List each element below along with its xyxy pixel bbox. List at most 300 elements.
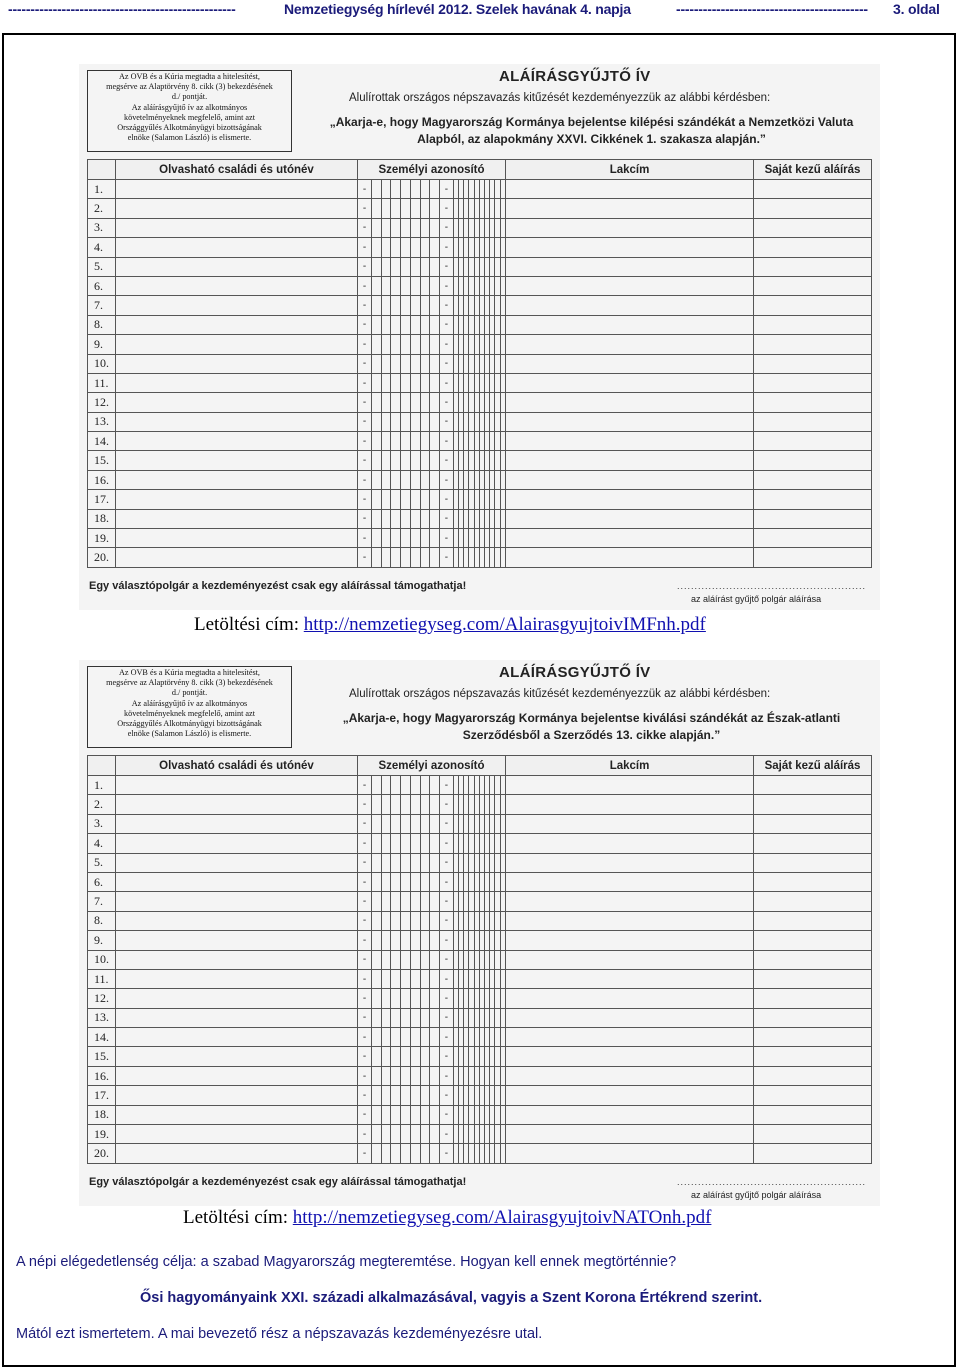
id-digit-cell[interactable] xyxy=(430,950,440,969)
id-digit-cell[interactable] xyxy=(401,1105,411,1124)
id-digit-cell[interactable] xyxy=(381,373,391,392)
address-cell[interactable] xyxy=(506,1125,754,1144)
id-digit-cell[interactable] xyxy=(372,509,382,528)
id-digit-cell[interactable] xyxy=(372,834,382,853)
id-digit-cell[interactable] xyxy=(381,412,391,431)
id-digit-cell[interactable] xyxy=(410,989,420,1008)
address-cell[interactable] xyxy=(506,950,754,969)
id-digit-cell[interactable] xyxy=(401,814,411,833)
address-cell[interactable] xyxy=(506,509,754,528)
id-digit-cell[interactable] xyxy=(401,470,411,489)
name-cell[interactable] xyxy=(116,470,358,489)
address-cell[interactable] xyxy=(506,892,754,911)
id-digit-cell[interactable] xyxy=(420,795,430,814)
id-digit-cell[interactable] xyxy=(420,853,430,872)
id-digit-cell[interactable] xyxy=(410,490,420,509)
id-digit-cell[interactable] xyxy=(372,451,382,470)
id-digit-cell[interactable] xyxy=(391,257,401,276)
address-cell[interactable] xyxy=(506,1086,754,1105)
id-digit-cell[interactable] xyxy=(372,218,382,237)
id-digit-cell[interactable] xyxy=(381,814,391,833)
id-digit-cell[interactable] xyxy=(381,432,391,451)
id-digit-cell[interactable] xyxy=(410,892,420,911)
id-digit-cell[interactable] xyxy=(372,257,382,276)
id-digit-cell[interactable] xyxy=(391,1086,401,1105)
id-digit-cell[interactable] xyxy=(381,950,391,969)
id-digit-cell[interactable] xyxy=(410,834,420,853)
id-digit-cell[interactable] xyxy=(420,529,430,548)
id-digit-cell[interactable] xyxy=(420,238,430,257)
address-cell[interactable] xyxy=(506,393,754,412)
id-digit-cell[interactable] xyxy=(372,1086,382,1105)
id-digit-cell[interactable] xyxy=(391,529,401,548)
id-digit-cell[interactable] xyxy=(410,257,420,276)
id-digit-cell[interactable] xyxy=(401,969,411,988)
id-digit-cell[interactable] xyxy=(420,834,430,853)
id-digit-cell[interactable] xyxy=(410,1086,420,1105)
id-digit-cell[interactable] xyxy=(410,218,420,237)
name-cell[interactable] xyxy=(116,238,358,257)
id-digit-cell[interactable] xyxy=(420,451,430,470)
signature-cell[interactable] xyxy=(754,238,872,257)
id-digit-cell[interactable] xyxy=(420,335,430,354)
id-digit-cell[interactable] xyxy=(410,373,420,392)
id-digit-cell[interactable] xyxy=(401,776,411,795)
id-digit-cell[interactable] xyxy=(420,950,430,969)
id-digit-cell[interactable] xyxy=(381,872,391,891)
id-digit-cell[interactable] xyxy=(410,509,420,528)
id-digit-cell[interactable] xyxy=(401,1008,411,1027)
id-digit-cell[interactable] xyxy=(401,795,411,814)
id-digit-cell[interactable] xyxy=(372,490,382,509)
id-digit-cell[interactable] xyxy=(391,969,401,988)
id-digit-cell[interactable] xyxy=(420,1086,430,1105)
id-digit-cell[interactable] xyxy=(410,1047,420,1066)
id-digit-cell[interactable] xyxy=(391,238,401,257)
id-digit-cell[interactable] xyxy=(420,509,430,528)
id-digit-cell[interactable] xyxy=(401,509,411,528)
id-digit-cell[interactable] xyxy=(420,1144,430,1163)
id-digit-cell[interactable] xyxy=(401,911,411,930)
address-cell[interactable] xyxy=(506,853,754,872)
id-digit-cell[interactable] xyxy=(430,834,440,853)
name-cell[interactable] xyxy=(116,529,358,548)
id-digit-cell[interactable] xyxy=(401,199,411,218)
id-digit-cell[interactable] xyxy=(410,872,420,891)
id-digit-cell[interactable] xyxy=(410,814,420,833)
id-digit-cell[interactable] xyxy=(430,218,440,237)
id-digit-cell[interactable] xyxy=(410,776,420,795)
id-digit-cell[interactable] xyxy=(372,296,382,315)
name-cell[interactable] xyxy=(116,412,358,431)
id-digit-cell[interactable] xyxy=(372,872,382,891)
id-digit-cell[interactable] xyxy=(391,509,401,528)
address-cell[interactable] xyxy=(506,218,754,237)
id-digit-cell[interactable] xyxy=(391,1028,401,1047)
id-digit-cell[interactable] xyxy=(381,989,391,1008)
name-cell[interactable] xyxy=(116,393,358,412)
id-digit-cell[interactable] xyxy=(391,199,401,218)
id-digit-cell[interactable] xyxy=(401,490,411,509)
id-digit-cell[interactable] xyxy=(381,931,391,950)
name-cell[interactable] xyxy=(116,432,358,451)
id-digit-cell[interactable] xyxy=(401,1144,411,1163)
id-digit-cell[interactable] xyxy=(410,432,420,451)
id-digit-cell[interactable] xyxy=(401,834,411,853)
id-digit-cell[interactable] xyxy=(381,1028,391,1047)
address-cell[interactable] xyxy=(506,470,754,489)
id-digit-cell[interactable] xyxy=(381,509,391,528)
name-cell[interactable] xyxy=(116,1047,358,1066)
address-cell[interactable] xyxy=(506,795,754,814)
id-digit-cell[interactable] xyxy=(372,238,382,257)
address-cell[interactable] xyxy=(506,315,754,334)
id-digit-cell[interactable] xyxy=(420,257,430,276)
id-digit-cell[interactable] xyxy=(391,218,401,237)
signature-cell[interactable] xyxy=(754,872,872,891)
signature-cell[interactable] xyxy=(754,834,872,853)
id-digit-cell[interactable] xyxy=(372,1066,382,1085)
signature-cell[interactable] xyxy=(754,1008,872,1027)
id-digit-cell[interactable] xyxy=(372,969,382,988)
signature-cell[interactable] xyxy=(754,529,872,548)
name-cell[interactable] xyxy=(116,199,358,218)
id-digit-cell[interactable] xyxy=(391,795,401,814)
id-digit-cell[interactable] xyxy=(420,412,430,431)
id-digit-cell[interactable] xyxy=(381,529,391,548)
id-digit-cell[interactable] xyxy=(430,1144,440,1163)
name-cell[interactable] xyxy=(116,795,358,814)
id-digit-cell[interactable] xyxy=(381,795,391,814)
id-digit-cell[interactable] xyxy=(430,1086,440,1105)
id-digit-cell[interactable] xyxy=(391,296,401,315)
id-digit-cell[interactable] xyxy=(401,432,411,451)
name-cell[interactable] xyxy=(116,1086,358,1105)
id-digit-cell[interactable] xyxy=(381,451,391,470)
id-digit-cell[interactable] xyxy=(391,911,401,930)
id-digit-cell[interactable] xyxy=(420,373,430,392)
id-digit-cell[interactable] xyxy=(430,296,440,315)
id-digit-cell[interactable] xyxy=(420,470,430,489)
id-digit-cell[interactable] xyxy=(391,1066,401,1085)
address-cell[interactable] xyxy=(506,432,754,451)
id-digit-cell[interactable] xyxy=(381,490,391,509)
address-cell[interactable] xyxy=(506,373,754,392)
signature-cell[interactable] xyxy=(754,814,872,833)
id-digit-cell[interactable] xyxy=(372,199,382,218)
id-digit-cell[interactable] xyxy=(372,1105,382,1124)
id-digit-cell[interactable] xyxy=(372,373,382,392)
id-digit-cell[interactable] xyxy=(372,989,382,1008)
id-digit-cell[interactable] xyxy=(401,853,411,872)
address-cell[interactable] xyxy=(506,776,754,795)
id-digit-cell[interactable] xyxy=(372,814,382,833)
id-digit-cell[interactable] xyxy=(391,548,401,567)
id-digit-cell[interactable] xyxy=(372,776,382,795)
signature-cell[interactable] xyxy=(754,373,872,392)
id-digit-cell[interactable] xyxy=(420,218,430,237)
id-digit-cell[interactable] xyxy=(430,393,440,412)
id-digit-cell[interactable] xyxy=(401,238,411,257)
signature-cell[interactable] xyxy=(754,795,872,814)
name-cell[interactable] xyxy=(116,490,358,509)
signature-cell[interactable] xyxy=(754,1066,872,1085)
name-cell[interactable] xyxy=(116,373,358,392)
address-cell[interactable] xyxy=(506,1047,754,1066)
name-cell[interactable] xyxy=(116,1144,358,1163)
id-digit-cell[interactable] xyxy=(420,315,430,334)
id-digit-cell[interactable] xyxy=(372,911,382,930)
address-cell[interactable] xyxy=(506,335,754,354)
id-digit-cell[interactable] xyxy=(391,276,401,295)
id-digit-cell[interactable] xyxy=(420,1008,430,1027)
id-digit-cell[interactable] xyxy=(430,509,440,528)
signature-cell[interactable] xyxy=(754,969,872,988)
id-digit-cell[interactable] xyxy=(410,296,420,315)
address-cell[interactable] xyxy=(506,180,754,199)
id-digit-cell[interactable] xyxy=(430,892,440,911)
id-digit-cell[interactable] xyxy=(381,257,391,276)
name-cell[interactable] xyxy=(116,872,358,891)
id-digit-cell[interactable] xyxy=(410,470,420,489)
download-link-imf[interactable]: http://nemzetiegyseg.com/AlairasgyujtoivIMFnh.pdf xyxy=(303,614,706,635)
address-cell[interactable] xyxy=(506,1008,754,1027)
id-digit-cell[interactable] xyxy=(410,199,420,218)
address-cell[interactable] xyxy=(506,872,754,891)
id-digit-cell[interactable] xyxy=(381,548,391,567)
id-digit-cell[interactable] xyxy=(372,412,382,431)
id-digit-cell[interactable] xyxy=(401,1066,411,1085)
id-digit-cell[interactable] xyxy=(430,795,440,814)
id-digit-cell[interactable] xyxy=(401,1028,411,1047)
name-cell[interactable] xyxy=(116,509,358,528)
name-cell[interactable] xyxy=(116,931,358,950)
address-cell[interactable] xyxy=(506,548,754,567)
name-cell[interactable] xyxy=(116,1066,358,1085)
signature-cell[interactable] xyxy=(754,490,872,509)
name-cell[interactable] xyxy=(116,950,358,969)
id-digit-cell[interactable] xyxy=(410,315,420,334)
address-cell[interactable] xyxy=(506,1066,754,1085)
id-digit-cell[interactable] xyxy=(430,969,440,988)
id-digit-cell[interactable] xyxy=(391,814,401,833)
id-digit-cell[interactable] xyxy=(381,276,391,295)
id-digit-cell[interactable] xyxy=(420,1028,430,1047)
signature-cell[interactable] xyxy=(754,470,872,489)
id-digit-cell[interactable] xyxy=(372,335,382,354)
id-digit-cell[interactable] xyxy=(410,393,420,412)
name-cell[interactable] xyxy=(116,257,358,276)
id-digit-cell[interactable] xyxy=(410,1028,420,1047)
id-digit-cell[interactable] xyxy=(391,1105,401,1124)
name-cell[interactable] xyxy=(116,989,358,1008)
id-digit-cell[interactable] xyxy=(410,969,420,988)
id-digit-cell[interactable] xyxy=(410,238,420,257)
id-digit-cell[interactable] xyxy=(372,853,382,872)
id-digit-cell[interactable] xyxy=(391,412,401,431)
signature-cell[interactable] xyxy=(754,853,872,872)
name-cell[interactable] xyxy=(116,180,358,199)
signature-cell[interactable] xyxy=(754,432,872,451)
id-digit-cell[interactable] xyxy=(430,1105,440,1124)
id-digit-cell[interactable] xyxy=(430,1066,440,1085)
id-digit-cell[interactable] xyxy=(372,795,382,814)
address-cell[interactable] xyxy=(506,276,754,295)
id-digit-cell[interactable] xyxy=(430,315,440,334)
id-digit-cell[interactable] xyxy=(420,393,430,412)
id-digit-cell[interactable] xyxy=(410,931,420,950)
id-digit-cell[interactable] xyxy=(391,892,401,911)
id-digit-cell[interactable] xyxy=(430,432,440,451)
signature-cell[interactable] xyxy=(754,412,872,431)
name-cell[interactable] xyxy=(116,315,358,334)
id-digit-cell[interactable] xyxy=(401,315,411,334)
address-cell[interactable] xyxy=(506,814,754,833)
address-cell[interactable] xyxy=(506,969,754,988)
id-digit-cell[interactable] xyxy=(391,931,401,950)
id-digit-cell[interactable] xyxy=(381,354,391,373)
id-digit-cell[interactable] xyxy=(430,490,440,509)
address-cell[interactable] xyxy=(506,451,754,470)
signature-cell[interactable] xyxy=(754,950,872,969)
id-digit-cell[interactable] xyxy=(420,432,430,451)
id-digit-cell[interactable] xyxy=(410,1008,420,1027)
id-digit-cell[interactable] xyxy=(401,354,411,373)
id-digit-cell[interactable] xyxy=(391,1125,401,1144)
signature-cell[interactable] xyxy=(754,393,872,412)
id-digit-cell[interactable] xyxy=(391,989,401,1008)
id-digit-cell[interactable] xyxy=(391,853,401,872)
signature-cell[interactable] xyxy=(754,199,872,218)
signature-cell[interactable] xyxy=(754,335,872,354)
id-digit-cell[interactable] xyxy=(410,1144,420,1163)
id-digit-cell[interactable] xyxy=(401,1086,411,1105)
id-digit-cell[interactable] xyxy=(420,776,430,795)
id-digit-cell[interactable] xyxy=(430,1047,440,1066)
address-cell[interactable] xyxy=(506,354,754,373)
id-digit-cell[interactable] xyxy=(372,1008,382,1027)
id-digit-cell[interactable] xyxy=(410,548,420,567)
id-digit-cell[interactable] xyxy=(381,238,391,257)
signature-cell[interactable] xyxy=(754,180,872,199)
id-digit-cell[interactable] xyxy=(391,776,401,795)
signature-cell[interactable] xyxy=(754,1047,872,1066)
id-digit-cell[interactable] xyxy=(420,989,430,1008)
id-digit-cell[interactable] xyxy=(391,180,401,199)
id-digit-cell[interactable] xyxy=(410,529,420,548)
id-digit-cell[interactable] xyxy=(401,931,411,950)
id-digit-cell[interactable] xyxy=(420,354,430,373)
id-digit-cell[interactable] xyxy=(430,1008,440,1027)
id-digit-cell[interactable] xyxy=(381,296,391,315)
id-digit-cell[interactable] xyxy=(430,257,440,276)
id-digit-cell[interactable] xyxy=(372,931,382,950)
id-digit-cell[interactable] xyxy=(401,218,411,237)
id-digit-cell[interactable] xyxy=(391,490,401,509)
id-digit-cell[interactable] xyxy=(381,218,391,237)
id-digit-cell[interactable] xyxy=(381,180,391,199)
id-digit-cell[interactable] xyxy=(420,814,430,833)
signature-cell[interactable] xyxy=(754,911,872,930)
id-digit-cell[interactable] xyxy=(381,892,391,911)
id-digit-cell[interactable] xyxy=(430,931,440,950)
id-digit-cell[interactable] xyxy=(391,373,401,392)
id-digit-cell[interactable] xyxy=(401,180,411,199)
name-cell[interactable] xyxy=(116,1105,358,1124)
name-cell[interactable] xyxy=(116,354,358,373)
id-digit-cell[interactable] xyxy=(410,911,420,930)
id-digit-cell[interactable] xyxy=(391,1047,401,1066)
address-cell[interactable] xyxy=(506,529,754,548)
id-digit-cell[interactable] xyxy=(381,1047,391,1066)
id-digit-cell[interactable] xyxy=(430,354,440,373)
id-digit-cell[interactable] xyxy=(430,335,440,354)
id-digit-cell[interactable] xyxy=(430,776,440,795)
address-cell[interactable] xyxy=(506,412,754,431)
id-digit-cell[interactable] xyxy=(430,853,440,872)
id-digit-cell[interactable] xyxy=(420,1105,430,1124)
name-cell[interactable] xyxy=(116,969,358,988)
address-cell[interactable] xyxy=(506,931,754,950)
id-digit-cell[interactable] xyxy=(401,373,411,392)
address-cell[interactable] xyxy=(506,257,754,276)
id-digit-cell[interactable] xyxy=(401,412,411,431)
address-cell[interactable] xyxy=(506,1105,754,1124)
name-cell[interactable] xyxy=(116,548,358,567)
id-digit-cell[interactable] xyxy=(372,180,382,199)
id-digit-cell[interactable] xyxy=(381,1008,391,1027)
id-digit-cell[interactable] xyxy=(381,199,391,218)
id-digit-cell[interactable] xyxy=(430,814,440,833)
id-digit-cell[interactable] xyxy=(381,393,391,412)
id-digit-cell[interactable] xyxy=(430,470,440,489)
id-digit-cell[interactable] xyxy=(430,373,440,392)
id-digit-cell[interactable] xyxy=(420,276,430,295)
signature-cell[interactable] xyxy=(754,509,872,528)
name-cell[interactable] xyxy=(116,276,358,295)
id-digit-cell[interactable] xyxy=(391,354,401,373)
id-digit-cell[interactable] xyxy=(381,1125,391,1144)
id-digit-cell[interactable] xyxy=(420,199,430,218)
id-digit-cell[interactable] xyxy=(381,853,391,872)
id-digit-cell[interactable] xyxy=(381,911,391,930)
signature-cell[interactable] xyxy=(754,1105,872,1124)
signature-cell[interactable] xyxy=(754,989,872,1008)
id-digit-cell[interactable] xyxy=(401,451,411,470)
id-digit-cell[interactable] xyxy=(381,1066,391,1085)
id-digit-cell[interactable] xyxy=(381,1144,391,1163)
signature-cell[interactable] xyxy=(754,451,872,470)
id-digit-cell[interactable] xyxy=(372,1144,382,1163)
id-digit-cell[interactable] xyxy=(410,276,420,295)
address-cell[interactable] xyxy=(506,911,754,930)
id-digit-cell[interactable] xyxy=(401,529,411,548)
id-digit-cell[interactable] xyxy=(420,1047,430,1066)
name-cell[interactable] xyxy=(116,1008,358,1027)
id-digit-cell[interactable] xyxy=(372,1047,382,1066)
id-digit-cell[interactable] xyxy=(372,1028,382,1047)
id-digit-cell[interactable] xyxy=(391,1144,401,1163)
id-digit-cell[interactable] xyxy=(420,548,430,567)
id-digit-cell[interactable] xyxy=(372,432,382,451)
id-digit-cell[interactable] xyxy=(391,432,401,451)
address-cell[interactable] xyxy=(506,1028,754,1047)
name-cell[interactable] xyxy=(116,1125,358,1144)
id-digit-cell[interactable] xyxy=(410,180,420,199)
id-digit-cell[interactable] xyxy=(391,834,401,853)
id-digit-cell[interactable] xyxy=(430,180,440,199)
id-digit-cell[interactable] xyxy=(401,872,411,891)
